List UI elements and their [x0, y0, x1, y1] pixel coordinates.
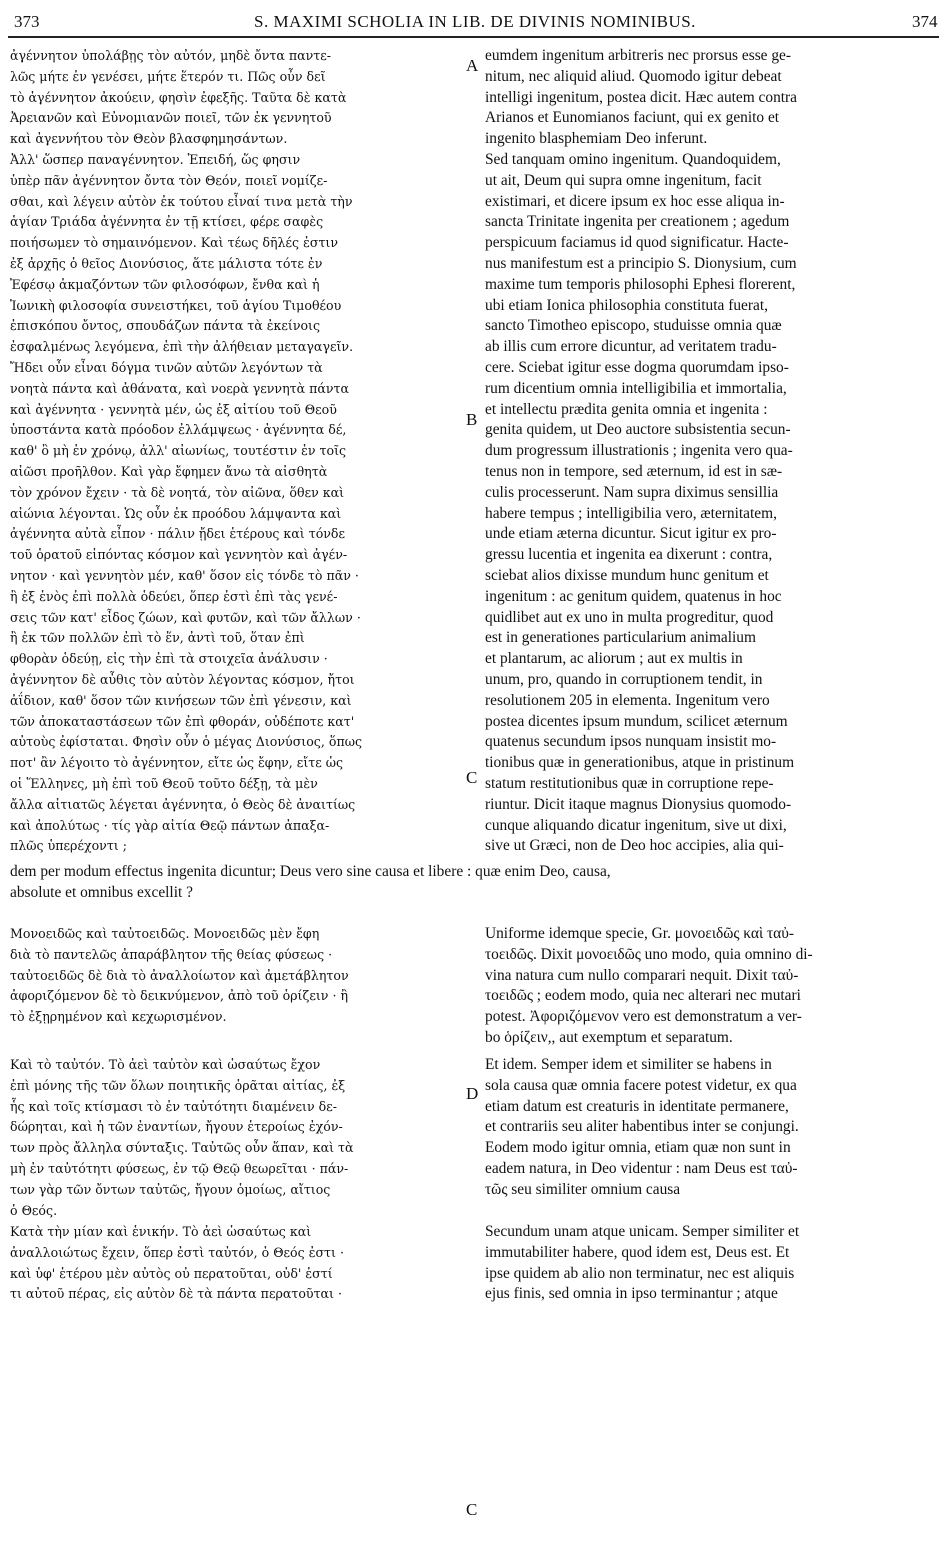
latin-paragraph	[485, 1055, 935, 1201]
greek-paragraph	[10, 1222, 465, 1305]
text-line: Sed tanquam omino ingenitum. Quandoquidem,	[485, 151, 781, 168]
text-line: Κατὰ τὴν μίαν καὶ ἑνικήν. Τὸ ἀεὶ ὡσαύτως καὶ	[10, 1224, 312, 1239]
text-line: τὸ ἀγέννητον ἀκούειν, φησὶν ἐφεξῆς. Ταῦτα δὲ κατὰ	[10, 89, 347, 105]
greek-paragraph	[10, 1055, 465, 1221]
text-line: ἐπισκόπου ὄντος, σπουδάζων πάντα τὰ ἐκείνοις	[10, 318, 321, 334]
text-line: τι αὐτοῦ πέρας, εἰς αὐτὸν δὲ τὰ πάντα περατοῦται ·	[10, 1286, 342, 1302]
text-line: ἀναλλοιώτως ἔχειν, ὅπερ ἐστὶ ταὐτόν, ὁ Θεός ἐστι ·	[10, 1244, 344, 1260]
text-line: πλῶς ὑπερέχοντι ;	[10, 838, 127, 854]
text-line: ὑπὲρ πᾶν ἀγέννητον ὄντα τὸν Θεόν, ποιεῖ νομίζε-	[10, 172, 328, 188]
text-line: τὸν χρόνον ἔχειν · τὰ δὲ νοητά, τὸν αἰῶνα, ὅθεν καὶ	[10, 484, 345, 500]
text-line: existimari, et dicere ipsum ex hoc esse aliqua in-	[485, 192, 785, 210]
latin-paragraph	[485, 924, 935, 1049]
text-line: unde etiam æterna dicuntur. Sicut igitur ex pro-	[485, 525, 777, 543]
text-line: ἁγίαν Τριάδα ἀγέννητα ἐν τῇ κτίσει, φέρε σαφὲς	[10, 214, 324, 230]
text-line: tionibus quæ in generationibus, atque in pristinum	[485, 754, 795, 772]
text-line: cunque aliquando dicatur ingenitum, sive ut dixi,	[485, 816, 787, 834]
margin-letter-a: A	[466, 56, 479, 75]
text-line: genita quidem, ut Deo auctore subsistentia secun-	[485, 421, 791, 439]
margin-letter-b: B	[466, 410, 478, 429]
text-line: ipse quidem ab alio non terminatur, nec est aliquis	[485, 1264, 795, 1282]
text-line: quatenus secundum ipsos nunquam insistit mo-	[485, 733, 777, 751]
text-line: ἀγέννητον δὲ αὖθις τὸν αὐτὸν λέγοντας κόσμον, ἤτοι	[10, 671, 355, 687]
text-line: riuntur. Dicit itaque magnus Dionysius quomodo-	[485, 795, 792, 813]
text-line: ποτ' ἂν λέγοιτο τὸ ἀγέννητον, εἴτε ὡς ἔφην, εἴτε ὡς	[10, 755, 344, 771]
text-line: rum dicentium omnia intelligibilia et immortalia,	[485, 379, 787, 397]
text-line: ὁ Θεός.	[10, 1202, 58, 1218]
text-line: ejus finis, sed omnia in ipso terminantur ; atque	[485, 1285, 778, 1303]
latin-paragraph	[485, 150, 935, 857]
text-line: αἰῶσι προῆλθον. Καὶ γὰρ ἔφημεν ἄνω τὰ αἰσθητὰ	[10, 463, 328, 479]
text-line: ἢ ἐκ τῶν πολλῶν ἐπὶ τὸ ἕν, ἀντὶ τοῦ, ὅταν ἐπὶ	[10, 630, 305, 646]
text-line: φθορὰν ὁδεύῃ, εἰς τὴν ἐπὶ τὰ στοιχεῖα ἀνάλυσιν ·	[10, 651, 328, 667]
text-line: Ἤδει οὖν εἶναι δόγμα τινῶν αὐτῶν λεγόντων τὰ	[10, 359, 323, 375]
latin-paragraph	[485, 1222, 935, 1305]
text-line: Καὶ τὸ ταὐτόν. Τὸ ἀεὶ ταὐτὸν καὶ ὡσαύτως ἔχον	[10, 1057, 321, 1072]
text-line: potest. Ἀφοριζόμενον vero est demonstratum a ver-	[485, 1008, 802, 1026]
text-line: τοειδῶς. Dixit μονοειδῶς uno modo, quia omnino di-	[485, 945, 813, 963]
text-line: Uniforme idemque specie, Gr. μονοειδῶς καὶ ταὐ-	[485, 925, 794, 942]
text-line: καὶ ὑφ' ἑτέρου μὲν αὐτὸς οὐ περατοῦται, οὐδ' ἐστί	[10, 1265, 333, 1281]
text-line: immutabiliter habere, quod idem est, Deus est. Et	[485, 1243, 790, 1261]
text-line: αὐτοὺς ἐφίσταται. Φησὶν οὖν ὁ μέγας Διονύσιος, ὅπως	[10, 734, 363, 750]
text-line: tenus non in tempore, sed æternum, id est in sæ-	[485, 462, 783, 480]
margin-letter-d: D	[466, 1084, 479, 1103]
text-line: ἀΐδιον, καθ' ὅσον τῶν κινήσεων τῶν ἐπὶ γένεσιν, καὶ	[10, 692, 352, 708]
text-line: Ἀλλ' ὥσπερ παναγέννητον. Ἐπειδή, ὥς φησιν	[10, 152, 301, 167]
latin-paragraph	[485, 46, 935, 150]
text-line: etiam datum est creaturis in identitate permanere,	[485, 1097, 789, 1115]
text-line: δώρηται, καὶ ἡ τῶν ἐναντίων, ἤγουν ἑτεροίως ἐχόν-	[10, 1119, 343, 1135]
text-line: ἄλλα αἰτιατῶς λέγεται ἀγέννητα, ὁ Θεὸς δὲ ἀναιτίως	[10, 796, 356, 812]
text-line: intelligi ingenitum, postea dicit. Hæc autem contra	[485, 88, 798, 106]
page-number-right: 374	[912, 12, 938, 31]
text-line: et plantarum, ac aliorum ; aut ex multis in	[485, 650, 743, 668]
text-line: maxime tum temporis philosophi Ephesi florerent,	[485, 275, 796, 293]
greek-paragraph	[10, 150, 465, 857]
text-line: τὸ ἐξῃρημένον καὶ κεχωρισμένον.	[10, 1009, 227, 1025]
text-line: τοειδῶς ; eodem modo, quia nec alterari nec mutari	[485, 987, 801, 1005]
text-line: habere tempus ; intelligibilia vero, æternitatem,	[485, 504, 777, 522]
text-line: Et idem. Semper idem et similiter se habens in	[485, 1056, 772, 1073]
text-line: perspicuum faciamus id quod significatur. Hacte-	[485, 234, 789, 252]
text-line: Ἐφέσῳ ἀκμαζόντων τῶν φιλοσόφων, ἔνθα καὶ ἡ	[10, 276, 320, 292]
page-number-left: 373	[14, 12, 40, 31]
text-line: σεις τῶν κατ' εἶδος ζώων, καὶ φυτῶν, καὶ τῶν ἄλλων ·	[10, 609, 361, 625]
text-line: ingenitum : ac genitum quidem, quatenus in hoc	[485, 587, 782, 605]
text-line: μὴ ἐν ταὐτότητι φύσεως, ἐν τῷ Θεῷ θεωρεῖται · πάν-	[10, 1160, 349, 1176]
text-line: ἀφοριζόμενον δὲ τὸ δεικνύμενον, ἀπὸ τοῦ ὁρίζειν · ἢ	[10, 988, 348, 1004]
text-line: ταὐτοειδῶς δὲ διὰ τὸ ἀναλλοίωτον καὶ ἀμετάβλητον	[10, 967, 349, 983]
text-line: νητον · καὶ γεννητὸν μέν, καθ' ὅσον εἰς τόνδε τὸ πᾶν ·	[10, 567, 359, 583]
text-line: τῶς seu similiter omnium causa	[485, 1180, 681, 1198]
text-line: sancto Timotheo episcopo, studuisse omnia quæ	[485, 317, 782, 335]
margin-letter-c: C	[466, 768, 478, 787]
text-line: dum progressum illustrationis ; ingenita vero qua-	[485, 442, 793, 460]
text-line: διὰ τὸ παντελῶς ἀπαράβλητον τῆς θείας φύσεως ·	[10, 946, 333, 962]
text-line: ut ait, Deum qui supra omne ingenitum, facit	[485, 171, 762, 189]
text-line: postea dicentes ipsum mundum, scilicet æternum	[485, 712, 788, 730]
text-line: ὑποστάντα κατὰ πρόοδον ἐλλάμψεως · ἀγέννητα δέ,	[10, 422, 347, 438]
text-line: Arianos et Eunomianos faciunt, qui ex genito et	[485, 109, 780, 127]
text-line: ἀγέννητον ὑπολάβῃς τὸν αὐτόν, μηδὲ ὄντα παντε-	[10, 48, 332, 63]
text-line: et contrariis seu aliter habentibus inter se conjungi.	[485, 1118, 799, 1136]
text-line: Μονοειδῶς καὶ ταὐτοειδῶς. Μονοειδῶς μὲν ἔφη	[10, 926, 320, 941]
text-line: Secundum unam atque unicam. Semper similiter et	[485, 1223, 800, 1240]
text-line: unum, pro, quando in corruptionem tendit, in	[485, 670, 763, 688]
text-line: vina natura cum nullo comparari nequit. Dixit ταὐ-	[485, 966, 799, 984]
text-line: καὶ ἀγεννήτου τὸν Θεὸν βλασφημησάντων.	[10, 131, 288, 147]
text-line: sciebat alios dixisse mundum hunc genitum et	[485, 566, 769, 584]
text-line: σθαι, καὶ λέγειν αὐτὸν ἐκ τούτου εἶναί τινα μετὰ τὴν	[10, 193, 353, 209]
text-line: est in generationes particularium animalium	[485, 629, 756, 647]
text-line: ἐσφαλμένως λεγόμενα, ἐπὶ τὴν ἀλήθειαν μεταγαγεῖν.	[10, 339, 354, 355]
text-line: Ἰωνικὴ φιλοσοφία συνειστήκει, τοῦ ἁγίου Τιμοθέου	[10, 297, 342, 313]
text-line: οἱ Ἕλληνες, μὴ ἐπὶ τοῦ Θεοῦ τοῦτο δέξῃ, τὰ μὲν	[10, 775, 318, 791]
text-line: culis processerunt. Nam supra diximus sensillia	[485, 483, 779, 501]
text-line: νοητὰ πάντα καὶ ἀθάνατα, καὶ νοερὰ γεννητὰ πάντα	[10, 380, 349, 396]
full-width-paragraph	[10, 862, 935, 904]
text-line: ingenito blasphemiam Deo inferunt.	[485, 130, 708, 148]
text-line: αἰώνια λέγονται. Ὡς οὖν ἐκ προόδου λάμψαντα καὶ	[10, 505, 342, 521]
text-line: των γὰρ τῶν ὄντων ταὐτῶς, ἤγουν ὁμοίως, αἴτιος	[10, 1181, 331, 1197]
page-header	[0, 0, 947, 44]
text-line: ἧς καὶ τοῖς κτίσμασι τὸ ἐν ταὐτότητι διαμένειν δε-	[10, 1098, 338, 1114]
text-line: eumdem ingenitum arbitreris nec prorsus esse ge-	[485, 47, 792, 64]
text-line: Ἀρειανῶν καὶ Εὐνομιανῶν ποιεῖ, τῶν ἐκ γεννητοῦ	[10, 110, 332, 126]
text-line: Eodem modo igitur omnia, etiam quæ non sunt in	[485, 1139, 791, 1157]
text-line: sancta Trinitate ingenita per creationem ; agedum	[485, 213, 790, 231]
text-line: καὶ ἀπολύτως · τίς γὰρ αἰτία Θεῷ πάντων ἀπαξα-	[10, 817, 330, 833]
text-line: καθ' ὃ μὴ ἐν χρόνῳ, ἀλλ' αἰωνίως, τουτέστιν ἐν τοῖς	[10, 443, 347, 459]
text-line: et intellectu prædita genita omnia et ingenita :	[485, 400, 768, 418]
text-line: ab illis cum errore dicuntur, ad veritatem tradu-	[485, 338, 777, 356]
text-line: quidlibet aut ex uno in multa progreditur, quod	[485, 608, 774, 626]
text-line: καὶ ἀγέννητα · γεννητὰ μέν, ὡς ἐξ αἰτίου τοῦ Θεοῦ	[10, 401, 337, 417]
header-rule	[8, 36, 939, 38]
text-line: absolute et omnibus excellit ?	[10, 883, 193, 901]
text-line: nitum, nec aliquid aliud. Quomodo igitur debeat	[485, 67, 782, 85]
text-line: nus manifestum est a principio S. Dionysium, cum	[485, 254, 797, 272]
text-line: ἀγέννητα αὐτὰ εἶπον · πάλιν ᾔδει ἑτέρους καὶ τόνδε	[10, 526, 346, 542]
text-line: bo ὁρίζειν,, aut exemptum et separatum.	[485, 1028, 733, 1046]
text-line: gressu lucentia et ingenita ea dixerunt : contra,	[485, 546, 773, 564]
margin-letter-e: C	[466, 1500, 478, 1519]
greek-paragraph	[10, 46, 465, 150]
text-line: sola causa quæ omnia facere potest videtur, ex qua	[485, 1076, 797, 1094]
text-line: των πρὸς ἄλληλα σύνταξις. Ταὐτῶς οὖν ἅπαν, καὶ τὰ	[10, 1140, 354, 1156]
greek-paragraph	[10, 924, 465, 1028]
text-line: dem per modum effectus ingenita dicuntur; Deus vero sine causa et libere : quæ enim Deo, causa,	[10, 863, 611, 880]
text-line: ἐπὶ μόνης τῆς τῶν ὅλων ποιητικῆς ὁρᾶται αἰτίας, ἐξ	[10, 1077, 346, 1093]
text-line: resolutionem 205 in elementa. Ingenitum vero	[485, 691, 770, 709]
text-line: ubi etiam Ionica philosophia constituta fuerat,	[485, 296, 768, 314]
text-line: ἐξ ἀρχῆς ὁ θεῖος Διονύσιος, ἅτε μάλιστα τότε ἐν	[10, 255, 323, 271]
text-line: τοῦ ὁρατοῦ εἰπόντας κόσμον καὶ γεννητὸν καὶ ἀγέν-	[10, 547, 348, 563]
text-line: ποιήσωμεν τὸ σημαινόμενον. Καὶ τέως δῆλές ἐστιν	[10, 235, 339, 251]
running-title: S. MAXIMI SCHOLIA IN LIB. DE DIVINIS NOMINIBUS.	[254, 12, 696, 31]
text-line: sive ut Græci, non de Deo hoc accipies, alia qui-	[485, 837, 784, 855]
text-line: ἢ ἐξ ἑνὸς ἐπὶ πολλὰ ὁδεύει, ὅπερ ἐστὶ ἐπὶ τὰς γενέ-	[10, 588, 338, 604]
text-line: eadem natura, in Deo videntur : nam Deus est ταὐ-	[485, 1159, 798, 1177]
text-line: λῶς μήτε ἐν γενέσει, μήτε ἕτερόν τι. Πῶς οὖν δεῖ	[10, 68, 326, 84]
text-line: cere. Sciebat igitur esse dogma quorumdam ipso-	[485, 358, 789, 376]
text-line: statum restitutionibus quæ in corruptione repe-	[485, 774, 774, 792]
text-line: τῶν ἀποκαταστάσεων τῶν ἐπὶ φθοράν, οὐδέποτε κατ'	[10, 713, 355, 729]
